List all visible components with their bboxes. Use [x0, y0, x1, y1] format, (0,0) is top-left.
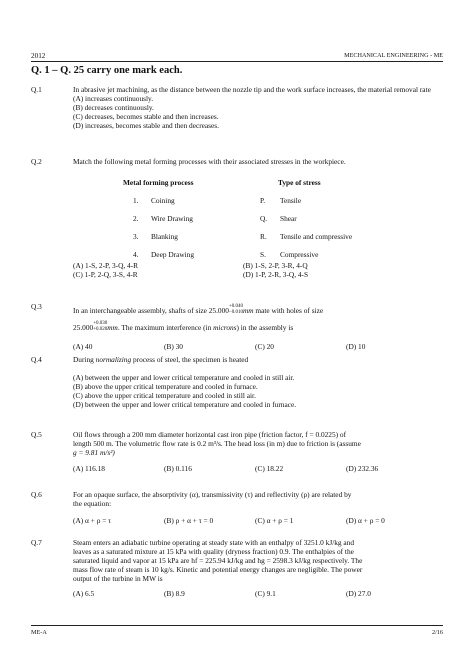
left-num: 2. — [133, 214, 139, 223]
option-c: (C) 1-P, 2-Q, 3-S, 4-R — [73, 270, 138, 280]
question-6 — [31, 490, 443, 525]
question-line: Steam enters an adiabatic turbine operating at steady state with an enthalpy of 3251.0 kJ/kg and — [73, 538, 355, 547]
question-text: . The maximum interference (in — [117, 323, 212, 332]
question-line: output of the turbine in MW is — [73, 574, 163, 584]
header-rule — [31, 61, 443, 62]
footer-page: 2/16 — [431, 629, 443, 636]
option-c: (C) α + ρ = 1 — [255, 516, 294, 526]
question-line: saturated liquid and vapor at 15 kPa are hf = 225.94 kJ/kg and hg = 2598.3 kJ/kg respectively. The — [73, 556, 363, 566]
col2-header: Type of stress — [278, 178, 321, 187]
question-number: Q.1 — [31, 85, 42, 94]
unit: mm — [107, 323, 118, 332]
stem-italic: normalizing — [95, 355, 132, 364]
option-a: (A) α + ρ = τ — [73, 516, 112, 526]
unit-microns: microns — [213, 323, 237, 332]
question-line: Oil flows through a 200 mm diameter horizontal cast iron pipe (friction factor, f = 0.0225) of — [73, 430, 347, 439]
option-d: (D) 232.36 — [346, 464, 379, 474]
hole-tol-upper: +0.030 — [93, 321, 108, 326]
col1-header: Metal forming process — [123, 178, 194, 187]
option-d: (D) 27.0 — [346, 589, 371, 599]
right-item: Compressive — [280, 250, 319, 259]
option-a: (A) 1-S, 2-P, 3-Q, 4-R — [73, 261, 139, 270]
question-number: Q.3 — [31, 302, 42, 311]
footer-rule — [31, 625, 443, 626]
option-b: (B) 8.9 — [164, 589, 185, 599]
right-item: Tensile and compressive — [280, 232, 353, 241]
right-letter: Q. — [260, 214, 268, 223]
option-a: (A) 116.18 — [73, 464, 105, 474]
right-letter: R. — [260, 232, 267, 241]
shaft-tol-upper: +0.040 — [228, 304, 244, 309]
question-line: leaves as a saturated mixture at 15 kPa with quality (dryness fraction) 0.9. The enthalpies of the — [73, 547, 354, 557]
footer-code: ME-A — [31, 629, 47, 636]
question-number: Q.7 — [31, 538, 42, 547]
question-line: mass flow rate of steam is 10 kg/s. Kinetic and potential energy changes are negligible. The power — [73, 565, 363, 575]
left-item: Blanking — [151, 232, 178, 241]
question-stem: Match the following metal forming processes with their associated stresses in the workpiece. — [73, 157, 346, 166]
question-2 — [31, 157, 443, 166]
option-b: (B) decreases continuously. — [73, 103, 154, 113]
option-c: (C) 20 — [255, 342, 274, 351]
question-text: In an interchangeable assembly, shafts of size — [73, 306, 207, 315]
question-number: Q.2 — [31, 157, 42, 166]
hole-tol-lower: +0.020 — [93, 327, 108, 332]
question-5 — [31, 430, 443, 473]
option-b: (B) 30 — [164, 342, 183, 351]
hole-size: 25.000 — [73, 323, 94, 332]
option-c: (C) decreases, becomes stable and then increases. — [73, 112, 219, 122]
option-d: (D) 10 — [346, 342, 366, 351]
stem-text: process of steel, the specimen is heated — [133, 355, 249, 364]
stem-text: During — [73, 355, 94, 364]
question-number: Q.5 — [31, 430, 42, 439]
section-title: Q. 1 – Q. 25 carry one mark each. — [31, 65, 183, 76]
option-a: (A) 40 — [73, 342, 93, 351]
shaft-tolerance — [229, 304, 243, 313]
unit: mm — [242, 306, 254, 315]
option-d: (D) increases, becomes stable and then decreases. — [73, 121, 219, 131]
question-4 — [31, 355, 443, 409]
shaft-size: 25.000 — [208, 306, 229, 315]
option-a: (A) between the upper and lower critical temperature and cooled in still air. — [73, 373, 295, 383]
left-item: Deep Drawing — [151, 250, 195, 259]
question-1 — [31, 85, 443, 130]
left-num: 3. — [133, 232, 139, 241]
option-b: (B) 1-S, 2-P, 3-R, 4-Q — [243, 261, 308, 270]
question-line: For an opaque surface, the absorptivity (α), transmissivity (τ) and reflectivity (ρ) are related by — [73, 490, 352, 499]
question-stem — [73, 355, 443, 364]
option-c: (C) 9.1 — [255, 589, 276, 599]
option-b: (B) 0.116 — [164, 464, 192, 474]
question-3 — [31, 302, 443, 351]
option-a: (A) increases continuously. — [73, 94, 154, 104]
question-number: Q.6 — [31, 490, 42, 499]
left-num: 4. — [133, 250, 139, 259]
question-stem: In abrasive jet machining, as the distance between the nozzle tip and the work surface increases, the material removal rate — [73, 85, 431, 94]
question-2-options — [31, 261, 443, 279]
option-c: (C) 18.22 — [255, 464, 284, 474]
option-a: (A) 6.5 — [73, 589, 95, 599]
option-b: (B) above the upper critical temperature and cooled in furnace. — [73, 382, 258, 392]
right-item: Tensile — [280, 196, 302, 205]
header-paper: MECHANICAL ENGINEERING - ME — [344, 52, 443, 59]
left-num: 1. — [133, 196, 139, 205]
header-year: 2012 — [31, 52, 46, 60]
option-d: (D) 1-P, 2-R, 3-Q, 4-S — [243, 270, 309, 280]
shaft-tol-lower: −0.010 — [228, 310, 244, 315]
option-d: (D) between the upper and lower critical temperature and cooled in furnace. — [73, 400, 297, 410]
option-d: (D) α + ρ = 0 — [346, 516, 385, 526]
question-text: mate with holes of size — [255, 306, 324, 315]
left-item: Coining — [151, 196, 175, 205]
question-text: ) in the assembly is — [236, 323, 294, 332]
question-7 — [31, 538, 443, 599]
question-line: length 500 m. The volumetric flow rate is 0.2 m³/s. The head loss (in m) due to friction is (assume — [73, 439, 361, 449]
option-c: (C) above the upper critical temperature and cooled in still air. — [73, 391, 256, 401]
option-b: (B) ρ + α + τ = 0 — [164, 516, 214, 526]
right-item: Shear — [280, 214, 297, 223]
left-item: Wire Drawing — [151, 214, 193, 223]
question-line: the equation: — [73, 499, 112, 509]
question-number: Q.4 — [31, 355, 42, 364]
question-line: g = 9.81 m/s²) — [73, 448, 115, 458]
right-letter: S. — [260, 250, 266, 259]
right-letter: P. — [260, 196, 266, 205]
hole-tolerance — [93, 321, 107, 330]
